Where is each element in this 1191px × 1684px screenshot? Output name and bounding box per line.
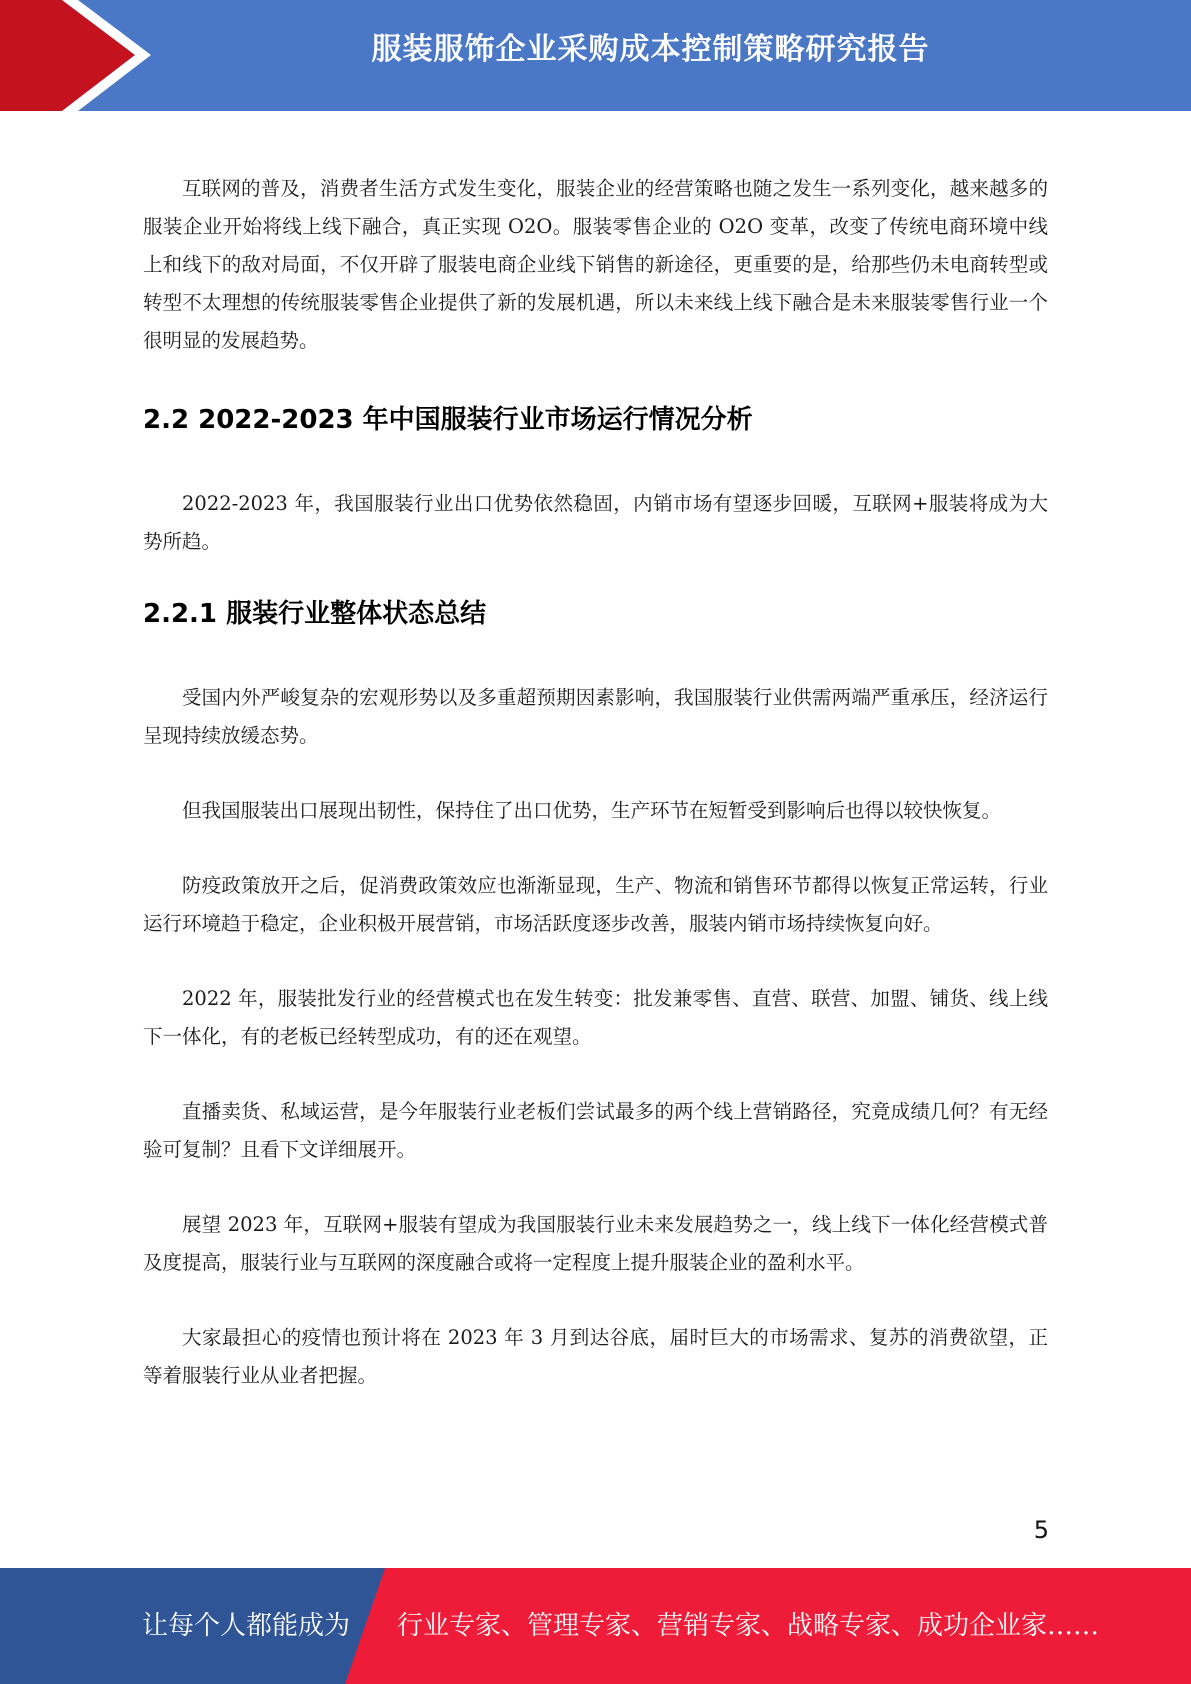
paragraph-outlook-2023: 展望 2023 年，互联网+服装有望成为我国服装行业未来发展趋势之一，线上线下一体化经营模式普及度提高，服装行业与互联网的深度融合或将一定程度上提升服装企业的盈利水平。 <box>143 1213 1048 1274</box>
paragraph-export-resilience: 但我国服装出口展现出韧性，保持住了出口优势，生产环节在短暂受到影响后也得以较快恢复。 <box>182 799 1002 822</box>
paragraph-overview: 2022-2023 年，我国服装行业出口优势依然稳固，内销市场有望逐步回暖，互联网+服装将成为大势所趋。 <box>143 492 1048 553</box>
document-body <box>143 170 1048 1395</box>
paragraph-macro-situation: 受国内外严峻复杂的宏观形势以及多重超预期因素影响，我国服装行业供需两端严重承压，经济运行呈现持续放缓态势。 <box>143 686 1048 747</box>
report-title: 服装服饰企业采购成本控制策略研究报告 <box>371 32 930 67</box>
paragraph-epidemic-bottom: 大家最担心的疫情也预计将在 2023 年 3 月到达谷底，届时巨大的市场需求、复苏的消费欲望，正等着服装行业从业者把握。 <box>143 1326 1048 1387</box>
footer-slogan-left: 让每个人都能成为 <box>142 1611 351 1641</box>
paragraph-live-streaming: 直播卖货、私域运营，是今年服装行业老板们尝试最多的两个线上营销路径，究竟成绩几何？有无经验可复制？且看下文详细展开。 <box>143 1100 1048 1161</box>
paragraph-policy-recovery: 防疫政策放开之后，促消费政策效应也渐渐显现，生产、物流和销售环节都得以恢复正常运转，行业运行环境趋于稳定，企业积极开展营销，市场活跃度逐步改善，服装内销市场持续恢复向好。 <box>143 874 1048 935</box>
footer-slogan-right: 行业专家、管理专家、营销专家、战略专家、成功企业家…… <box>397 1611 1100 1641</box>
section-heading-2-2-1: 2.2.1 服装行业整体状态总结 <box>143 599 487 629</box>
header-band <box>0 0 1191 111</box>
section-heading-2-2: 2.2 2022-2023 年中国服装行业市场运行情况分析 <box>143 405 753 435</box>
footer-band <box>0 1568 1191 1684</box>
paragraph-wholesale-model: 2022 年，服装批发行业的经营模式也在发生转变：批发兼零售、直营、联营、加盟、铺货、线上线下一体化，有的老板已经转型成功，有的还在观望。 <box>143 987 1048 1048</box>
page-number: 5 <box>1033 1516 1049 1544</box>
paragraph-o2o: 互联网的普及，消费者生活方式发生变化，服装企业的经营策略也随之发生一系列变化，越来越多的服装企业开始将线上线下融合，真正实现 O2O。服装零售企业的 O2O 变革，改变了传统电商环境中线上和线下的敌对局面，不仅开辟了服装电商企业线下销售的新途径，更重要的是，给那些仍未电商转型或转型不太理想的传统服装零售企业提供了新的发展机遇，所以未来线上线下融合是未来服装零售行业一个很明显的发展趋势。 <box>143 177 1048 352</box>
